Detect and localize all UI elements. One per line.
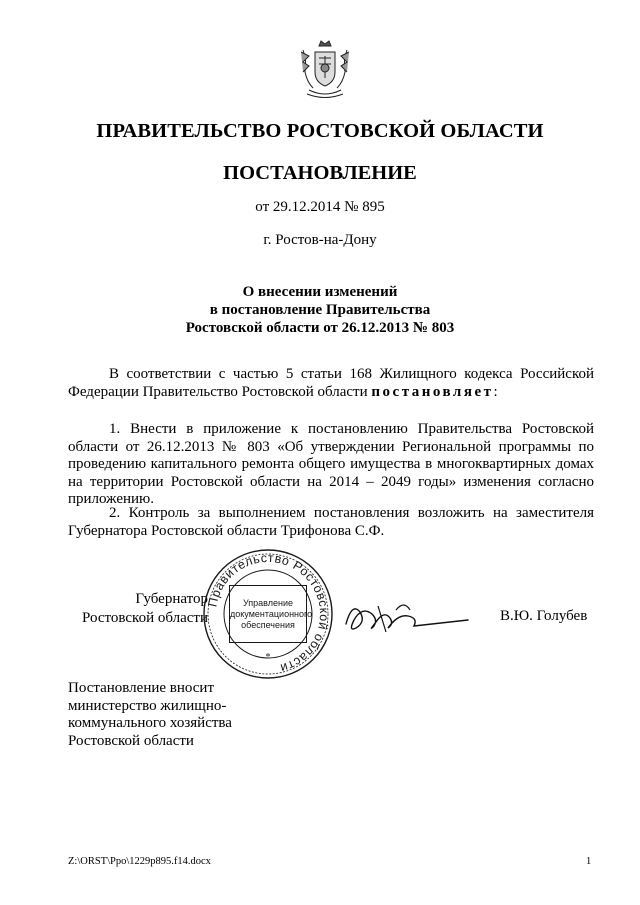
document-type: ПОСТАНОВЛЕНИЕ [223,162,417,184]
document-city: г. Ростов-на-Дону [263,232,377,248]
subject-line: О внесении изменений [242,284,398,300]
coat-of-arms-icon [293,38,357,102]
note-line: коммунального хозяйства [68,715,232,731]
position-line: Губернатор [135,591,208,607]
position-line: Ростовской области [82,610,208,626]
paragraph-item-2: 2. Контроль за выполнением постановления возложить на заместителя Губернатора Ростовской области Трифонова С.Ф. [68,505,594,539]
svg-text:*: * [265,652,271,663]
document-date-number: от 29.12.2014 № 895 [255,199,385,215]
note-line: министерство жилищно- [68,697,227,714]
government-title: ПРАВИТЕЛЬСТВО РОСТОВСКОЙ ОБЛАСТИ [96,120,544,142]
subject-line: Ростовской области от 26.12.2013 № 803 [185,320,455,336]
submission-note [68,680,308,750]
note-line: Постановление вносит [68,680,215,696]
footer-page-number: 1 [586,856,592,867]
preamble-colon: : [493,383,498,400]
official-seal [202,548,334,680]
handwritten-signature [338,592,488,642]
seal-inner-line: обеспечения [241,619,295,630]
preamble-text: В соответствии с частью 5 статьи 168 Жилищного кодекса Российской Федерации Правительство Ростовской области [68,366,594,400]
paragraph-preamble [68,366,594,401]
document-subject [0,283,640,337]
seal-inner-line: документационного [230,608,313,619]
preamble-verb: постановляет [371,383,494,400]
seal-inner-line: Управление [242,597,294,608]
paragraph-item-1: 1. Внести в приложение к постановлению Правительства Ростовской области от 26.12.2013 № 803 «Об утверждении Региональной программы по проведению капитального ремонта общего имущества в многоквартирных домах на территории Ростовской области на 2014 – 2049 годы» изменения согласно приложению. [68,421,594,507]
footer-file-path: Z:\ORST\Ppo\1229p895.f14.docx [68,856,211,867]
seal-inner-box [229,585,313,643]
note-line: Ростовской области [68,732,194,749]
signatory-name: В.Ю. Голубев [500,608,588,624]
subject-line: в постановление Правительства [209,302,431,318]
signatory-position [68,590,208,628]
seal-ring-text: Правительство Ростовской области [205,550,332,676]
